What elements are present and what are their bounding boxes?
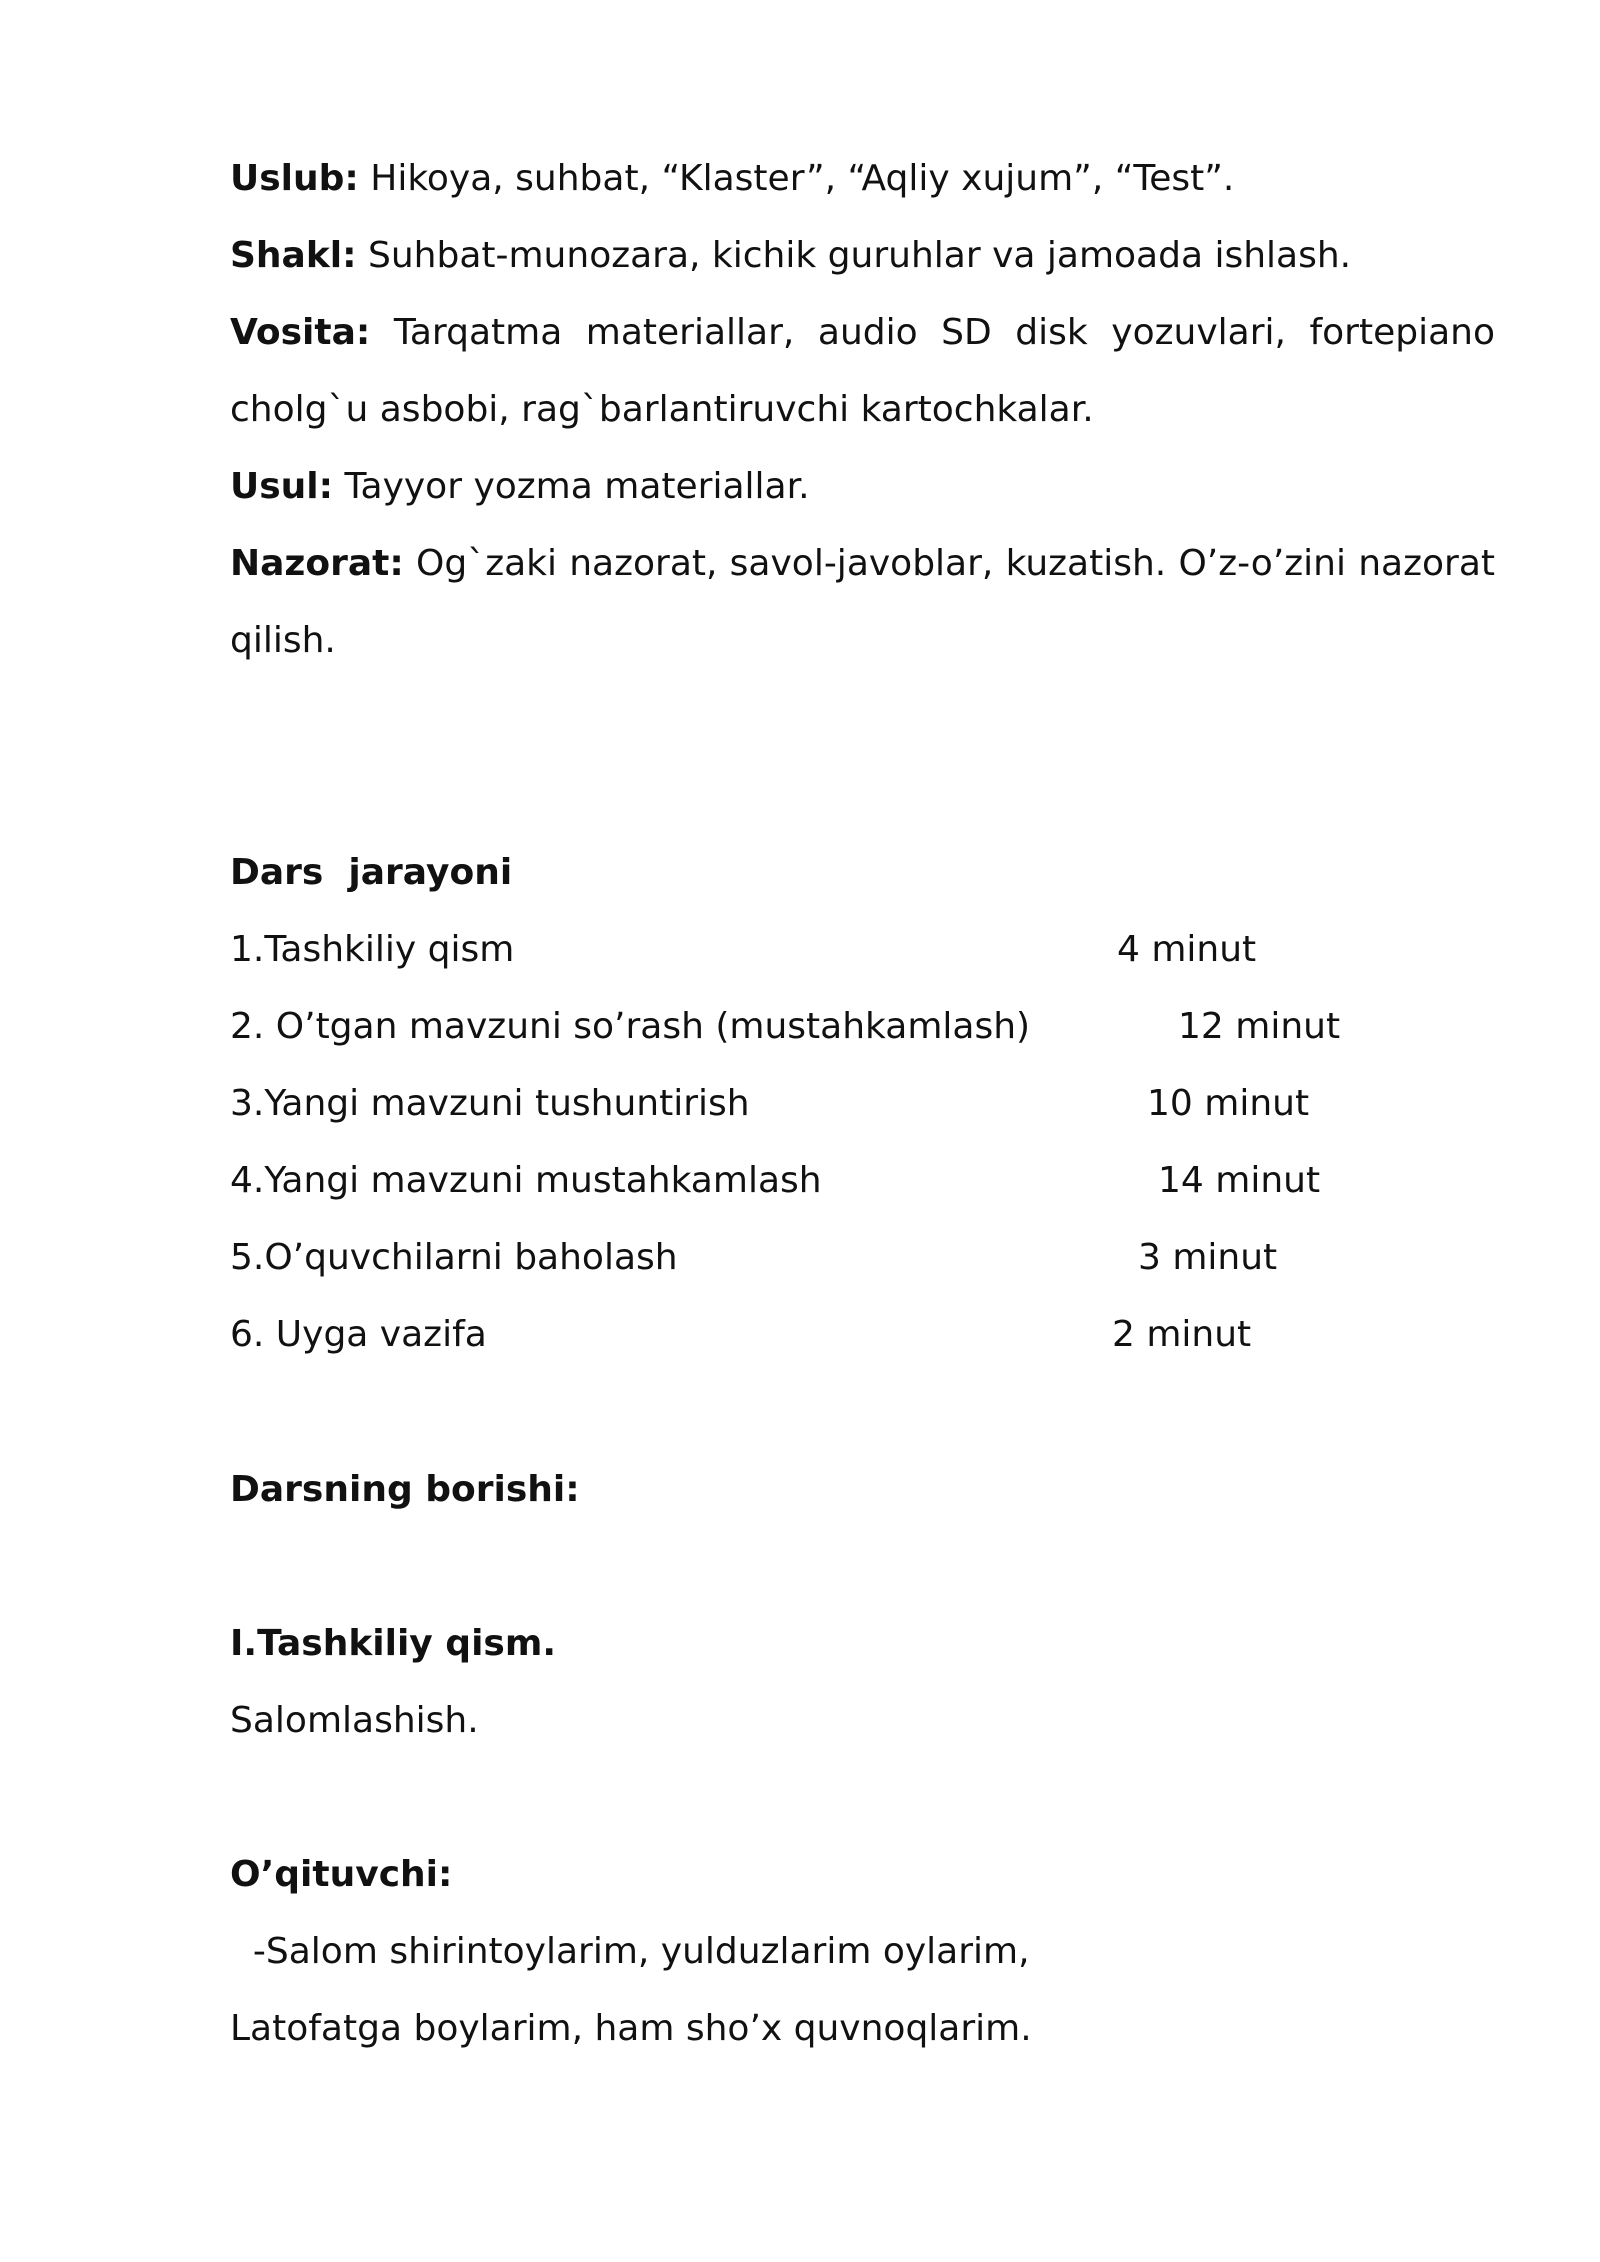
uslub-text: Hikoya, suhbat, “Klaster”, “Aqliy xujum”, “Test”. (370, 158, 1235, 199)
plan-heading: Dars jarayoni (230, 852, 513, 893)
plan-item-duration: 4 minut (1117, 929, 1257, 970)
plan-item-duration: 10 minut (1147, 1083, 1310, 1124)
vosita-text: Tarqatma materiallar, audio SD disk yozuvlari, fortepiano (393, 312, 1495, 353)
vosita-line (230, 309, 1495, 357)
usul-line (230, 463, 1495, 511)
nazorat-label: Nazorat: (230, 543, 404, 584)
plan-item-name: 2. O’tgan mavzuni so’rash (mustahkamlash) (230, 1006, 1031, 1047)
plan-item-duration: 3 minut (1138, 1237, 1278, 1278)
uslub-label: Uslub: (230, 158, 359, 199)
nazorat-text: Og`zaki nazorat, savol-javoblar, kuzatish. O’z-o’zini nazorat (416, 543, 1495, 584)
progress-heading: Darsning borishi: (230, 1469, 580, 1510)
vosita-cont: cholg`u asbobi, rag`barlantiruvchi kartochkalar. (230, 389, 1094, 430)
shakl-label: Shakl: (230, 235, 357, 276)
plan-item-name: 5.O’quvchilarni baholash (230, 1237, 678, 1278)
section1-heading: I.Tashkiliy qism. (230, 1623, 557, 1664)
teacher-label: O’qituvchi: (230, 1854, 453, 1895)
plan-item-name: 4.Yangi mavzuni mustahkamlash (230, 1160, 822, 1201)
usul-label: Usul: (230, 466, 334, 507)
usul-text: Tayyor yozma materiallar. (344, 466, 810, 507)
section1-text: Salomlashish. (230, 1700, 479, 1741)
uslub-line (230, 155, 1495, 203)
plan-item-duration: 12 minut (1178, 1006, 1341, 1047)
plan-item-duration: 14 minut (1158, 1160, 1321, 1201)
plan-item-name: 3.Yangi mavzuni tushuntirish (230, 1083, 750, 1124)
plan-item-name: 6. Uyga vazifa (230, 1314, 487, 1355)
shakl-line (230, 232, 1495, 280)
shakl-text: Suhbat-munozara, kichik guruhlar va jamoada ishlash. (367, 235, 1352, 276)
teacher-line: -Salom shirintoylarim, yulduzlarim oylarim, (230, 1931, 1030, 1972)
vosita-label: Vosita: (230, 312, 371, 353)
plan-item-duration: 2 minut (1112, 1314, 1252, 1355)
nazorat-line (230, 540, 1495, 588)
teacher-line: Latofatga boylarim, ham sho’x quvnoqlarim. (230, 2008, 1032, 2049)
plan-item-name: 1.Tashkiliy qism (230, 929, 515, 970)
nazorat-cont: qilish. (230, 620, 336, 661)
